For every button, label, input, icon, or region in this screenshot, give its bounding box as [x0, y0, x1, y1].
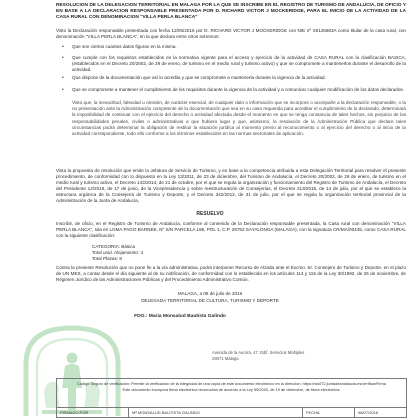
appeal-paragraph: Contra la presente Resolución que no pone fin a la vía administrativa, podrá interponer Recurso de Alzada ante el Excmo. Sr. Consejero de Turismo y Deporte, en el plazo de UN MES, a contar desde el día siguiente al de su notificación, de conformidad con lo establecido en los artículos 114 y 115 de la Ley 30/1992, de 26 de noviembre, de Régimen Jurídico de las Administraciones Públicas y del Procedimiento Administrativo Común. [56, 265, 406, 282]
electronic-signature-footer [56, 378, 407, 418]
address-postcode: 29071 Málaga [212, 356, 239, 361]
verification-text: Código Seguro de verificación: Permite la verificación de la integridad de una copia de este documento electrónico en la dirección: https://ws072.juntadeandalucia.es/verificarFirma [77, 381, 386, 386]
signature-line: FDO.: Maria Monsalud Bautista Galindo [134, 314, 226, 319]
date-label: FECHA [302, 408, 354, 417]
resolution-title: RESOLUCION DE LA DELEGACION TERRITORIAL EN MALAGA POR LA QUE SE INSCRIBE EN EL REGISTRO DE TURISMO DE ANDALUCIA, DE OFICIO Y EN BASE A LA DECLARACION RESPONSABLE PRESENTADA POR D. RICHARD VICTOR J MOCKERIDGE, PARA EL INICIO DE LA ACTIVIDAD DE LA CASA RURAL CON DENOMINACION "VILLA PERLA BLANCA" [56, 3, 406, 20]
legal-warning-paragraph: Visto que, la inexactitud, falsedad u omisión, de carácter esencial, de cualquier dato o información que se incorpore o acompañe a la declaración responsable, o la no presentación ante la Administración competente de la documentación que sea en su caso requerida para acreditar el cumplimiento de lo declarado, determinará la imposibilidad de continuar con el ejercicio del derecho o actividad afectada desde el momento en que se tenga constancia de tales hechos, sin perjuicio de las responsabilidades penales, civiles o administrativas a que hubiera lugar y que, asimismo, la resolución de la Administración Pública que declare tales circunstancias podrá determinar la obligación de restituir la situación jurídica al momento previo al reconocimiento o al ejercicio del derecho o al inicio de la actividad correspondiente, todo ello conforme a los términos establecidos en las normas sectoriales de aplicación. [72, 100, 406, 137]
resolution-paragraph: Inscribir, de oficio, en el Registro de Turismo de Andalucía, conforme al contenido de la Declaración responsable presentada, la Casa rural con denominación "VILLA PERLA BLANCA", sita en LOMA PAGO BARNEE, Nº S/N PARCELA 185, POL 1, C.P. 29752 SAYALONGA (MALAGA), con la signatura CR/MA/00445, como CASA RURAL con la siguiente clasificación: [56, 221, 406, 238]
classification-category: CATEGORIA: Básica [92, 244, 136, 249]
classification-units: Total unid. Alojamiento: 4 [92, 250, 144, 255]
office-address [212, 350, 304, 362]
esignature-text: Este documento incorpora firma electrónica reconocida de acuerdo a la Ley 59/2003, de 19 de diciembre, de firma electrónica. [122, 387, 341, 392]
signer-role: DELEGADA TERRITORIAL DE CULTURA, TURISMO Y DEPORTE [141, 298, 279, 303]
signed-by-row [57, 407, 406, 417]
legal-basis-paragraph: Vista la propuesta de resolución que emite la Jefatura de Servicio de Turismo, y en base a la competencia atribuida a esta Delegación Territorial para resolver el presente procedimiento, de conformidad con lo dispuesto en la Ley 13/2011, de 23 de diciembre, del Turismo de Andalucía, el Decreto 20/2002, de 29 de enero, de turismo en el medio rural y turismo activo, el Decreto 143/2014, de 21 de octubre, por el que se regula la organización y funcionamiento del Registro de Turismo de Andalucía, el Decreto del Presidente 12/2015, de 17 de junio, de la Vicepresidencia y sobre reestructuración de Consejerías, el Decreto 213/2015, de 14 de julio, por el que se establece la estructura orgánica de la Consejería de Turismo y Deporte, y el Decreto 342/2012, de 31 de julio, por el que se regula la organización territorial provincial de la Administración de la Junta de Andalucía, [56, 168, 406, 203]
date-value: 08/07/2016 [354, 408, 406, 417]
place-date: MALAGA, a 08 de julio de 2016 [177, 291, 243, 296]
address-line: Avenida de la Aurora, 47. Edif. Servicios Múltiples [212, 350, 305, 355]
declaration-bullet: • Que dispone de la documentación que así lo acredita y que se compromete a mantenerla durante la vigencia de la actividad. [72, 75, 406, 81]
declaration-bullet: • Que son ciertos cuantos datos figuran en la misma. [72, 44, 406, 50]
declaration-bullet: • Que se compromete a mantener el cumplimiento de los requisitos durante la vigencia de la actividad y a comunicar cualquier modificación de los datos declarados. [72, 87, 406, 93]
signed-by-value: Mª MONSALUD BAUTISTA GALINDO [132, 410, 200, 415]
resuelvo-heading: RESUELVO [196, 211, 224, 217]
declaration-bullet: • Que cumple con los requisitos establecidos en la normativa vigente para el acceso y ejercicio de la actividad de CASA RURAL con la clasificación BASICA, (establecidos en el Decreto 20/2002, de 29 de enero, de turismo en el medio rural y turismo activo) y que se compromete a mantenerlos durante el desarrollo de la actividad. [72, 55, 406, 73]
signed-by-label: FIRMADO POR [57, 408, 129, 417]
intro-paragraph: Visto la Declaración responsable presentada con fecha 12/06/2016 por D. RICHARD VICTOR J MOCKERIDGE con NIE nº X8125583A como titular de la casa rural, con denominación "VILLA PERLA BLANCA", en la que declara entre otros extremos: [56, 28, 406, 39]
classification-places: Total Plazas: 8 [92, 256, 122, 261]
classification-block [92, 244, 143, 262]
